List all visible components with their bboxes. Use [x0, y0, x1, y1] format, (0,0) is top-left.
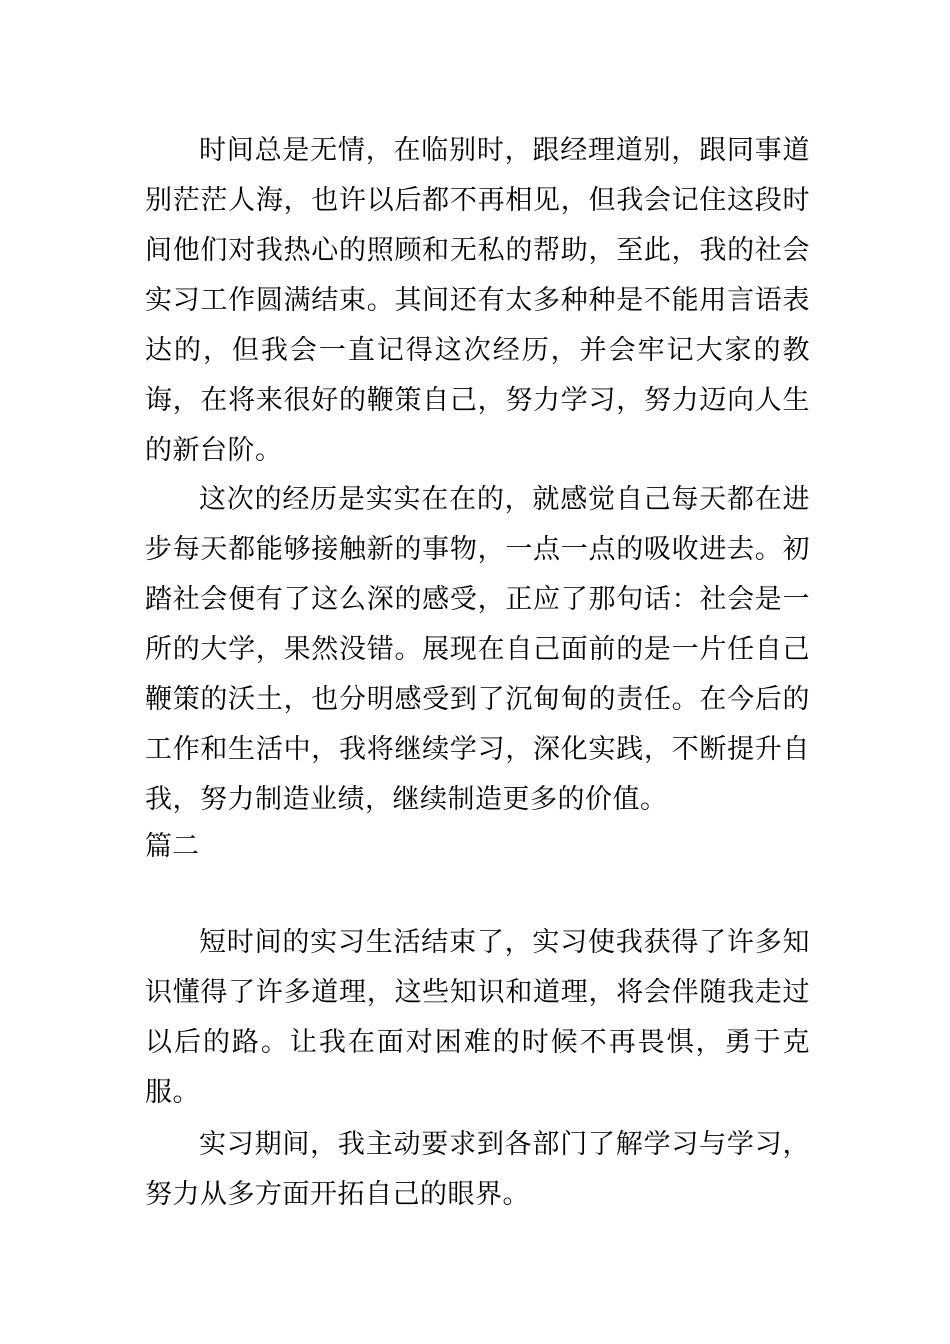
- paragraph-internship-period: 实习期间，我主动要求到各部门了解学习与学习，努力从多方面开拓自己的眼界。: [145, 1129, 810, 1210]
- paragraph-farewell: 时间总是无情，在临别时，跟经理道别，跟同事道别茫茫人海，也许以后都不再相见，但我会记住这段时间他们对我热心的照顾和无私的帮助，至此，我的社会实习工作圆满结束。其间还有太多种种是不能用言语表达的，但我会一直记得这次经历，并会牢记大家的教诲，在将来很好的鞭策自己，努力学习，努力迈向人生的新台阶。: [145, 135, 810, 466]
- paragraph-internship-end: 短时间的实习生活结束了，实习使我获得了许多知识懂得了许多道理，这些知识和道理，将会伴随我走过以后的路。让我在面对困难的时候不再畏惧，勇于克服。: [145, 927, 810, 1108]
- section-heading: 篇二: [145, 831, 199, 862]
- paragraph-experience: 这次的经历是实实在在的，就感觉自己每天都在进步每天都能够接触新的事物，一点一点的吸收进去。初踏社会便有了这么深的感受，正应了那句话：社会是一所的大学，果然没错。展现在自己面前的是一片任自己鞭策的沃土，也分明感受到了沉甸甸的责任。在今后的工作和生活中，我将继续学习，深化实践，不断提升自我，努力制造业绩，继续制造更多的价值。: [145, 484, 810, 815]
